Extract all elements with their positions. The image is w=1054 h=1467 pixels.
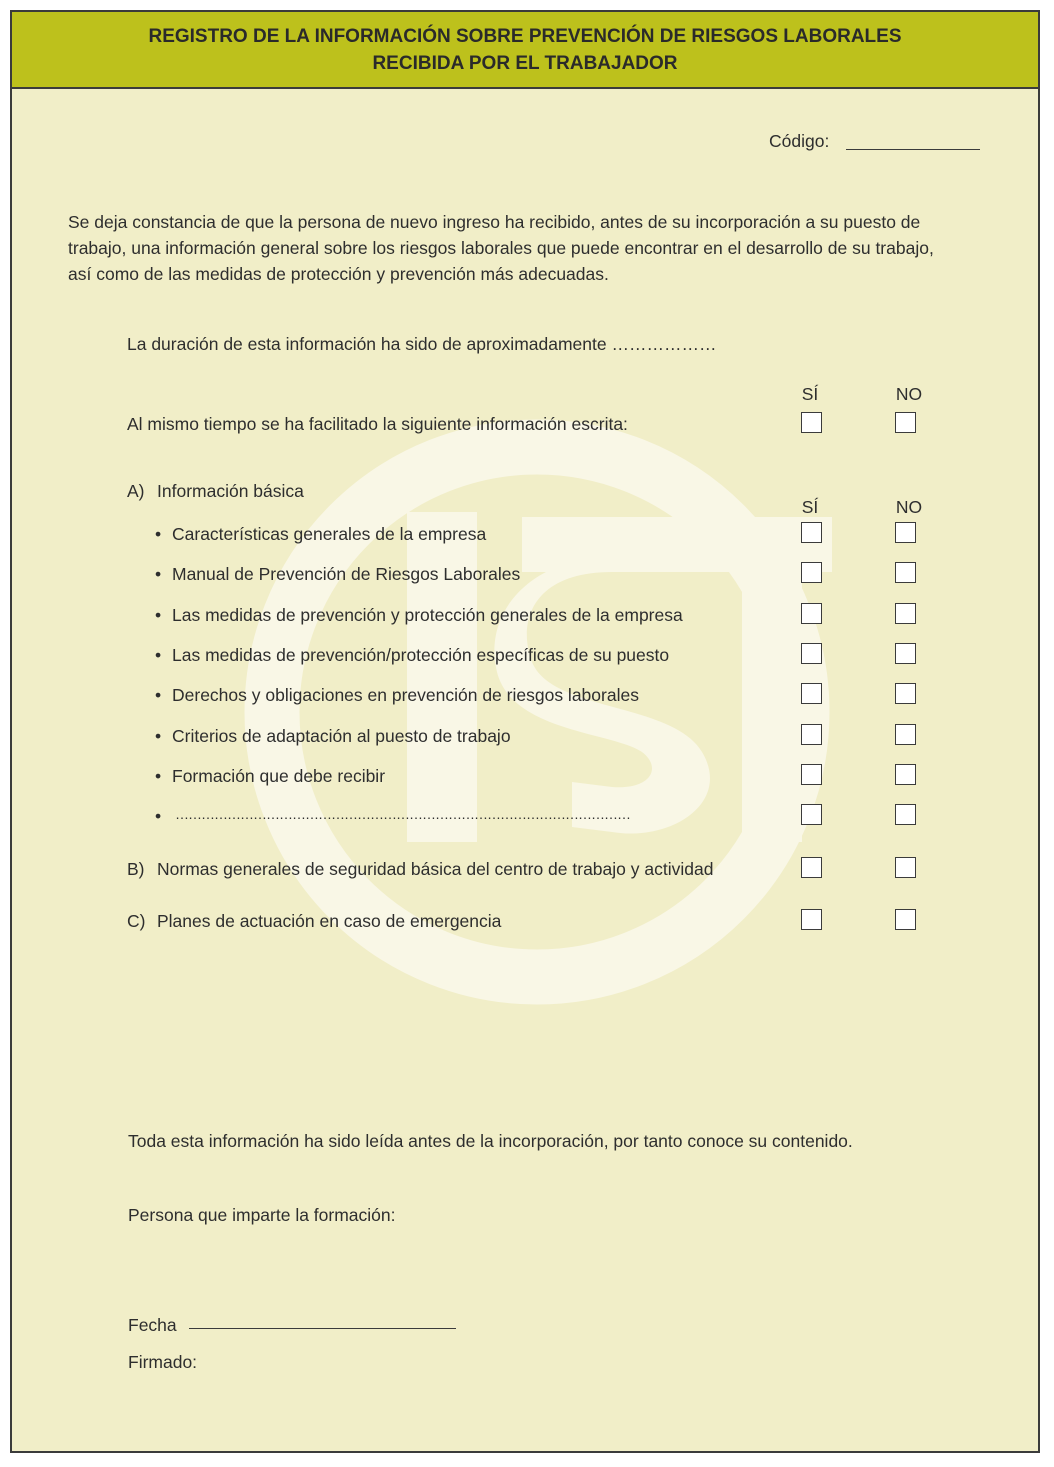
intro-line: Se deja constancia de que la persona de nuevo ingreso ha recibido, antes de su incorporación a su puesto de [68,212,921,232]
section-a-item: Formación que debe recibir [172,766,386,786]
bullet-icon: • [155,726,162,746]
column-header-no: NO [895,497,923,517]
bullet-icon: • [155,766,162,786]
section-a-item: Las medidas de prevención/protección específicas de su puesto [172,645,670,665]
section-c-title: Planes de actuación en caso de emergencia [157,911,502,931]
checkbox-item-no[interactable] [895,603,916,624]
section-b-letter: B) [127,859,145,879]
bullet-icon: • [155,524,162,544]
checkbox-item-no[interactable] [895,522,916,543]
checkbox-section-b-no[interactable] [895,857,916,878]
trainer-label: Persona que imparte la formación: [128,1205,396,1225]
section-a-item: Las medidas de prevención y protección generales de la empresa [172,605,683,625]
checkbox-item-no[interactable] [895,683,916,704]
checkbox-item-no[interactable] [895,643,916,664]
codigo-label: Código: [769,131,830,151]
checkbox-section-c-no[interactable] [895,909,916,930]
checkbox-section-c-si[interactable] [801,909,822,930]
section-a-item: Características generales de la empresa [172,524,487,544]
form-page [10,10,1040,1453]
column-header-si: SÍ [801,497,819,517]
bullet-icon: • [155,685,162,705]
checkbox-item-no[interactable] [895,804,916,825]
duration-text: La duración de esta información ha sido de aproximadamente ……………… [127,334,717,354]
form-header [12,12,1038,89]
section-a-item: Derechos y obligaciones en prevención de riesgos laborales [172,685,639,705]
checkbox-section-b-si[interactable] [801,857,822,878]
bullet-icon: • [155,605,162,625]
codigo-input-line[interactable] [846,149,980,150]
checkbox-item-no[interactable] [895,724,916,745]
checkbox-item-si[interactable] [801,522,822,543]
section-c-letter: C) [127,911,146,931]
intro-line: trabajo, una información general sobre los riesgos laborales que puede encontrar en el desarrollo de su trabajo, [68,238,934,258]
intro-paragraph [68,209,998,287]
section-a-item: Manual de Prevención de Riesgos Laborales [172,564,521,584]
checkbox-item-si[interactable] [801,603,822,624]
date-input-line[interactable] [189,1328,456,1329]
date-label: Fecha [128,1315,177,1335]
checkbox-written-info-no[interactable] [895,412,916,433]
bullet-icon: • [155,645,162,665]
section-b-title: Normas generales de seguridad básica del centro de trabajo y actividad [157,859,714,879]
section-a-letter: A) [127,481,145,501]
intro-line: así como de las medidas de protección y prevención más adecuadas. [68,264,609,284]
checkbox-item-si[interactable] [801,804,822,825]
written-info-text: Al mismo tiempo se ha facilitado la siguiente información escrita: [127,414,628,434]
checkbox-item-si[interactable] [801,562,822,583]
column-header-no: NO [895,384,923,404]
checkbox-item-no[interactable] [895,562,916,583]
read-statement: Toda esta información ha sido leída antes de la incorporación, por tanto conoce su contenido. [128,1131,853,1151]
checkbox-item-si[interactable] [801,764,822,785]
section-a-item-blank[interactable]: …………………………………………………………………………………………… [175,806,630,822]
checkbox-item-si[interactable] [801,643,822,664]
bullet-icon: • [155,564,162,584]
column-header-si: SÍ [801,384,819,404]
form-title-line1: REGISTRO DE LA INFORMACIÓN SOBRE PREVENCIÓN DE RIESGOS LABORALES [148,25,902,47]
checkbox-written-info-si[interactable] [801,412,822,433]
section-a-title: Información básica [157,481,304,501]
form-title-line2: RECIBIDA POR EL TRABAJADOR [372,52,678,74]
checkbox-item-si[interactable] [801,683,822,704]
checkbox-item-si[interactable] [801,724,822,745]
checkbox-item-no[interactable] [895,764,916,785]
bullet-icon: • [155,806,162,826]
section-a-item: Criterios de adaptación al puesto de trabajo [172,726,511,746]
signed-label: Firmado: [128,1352,198,1372]
